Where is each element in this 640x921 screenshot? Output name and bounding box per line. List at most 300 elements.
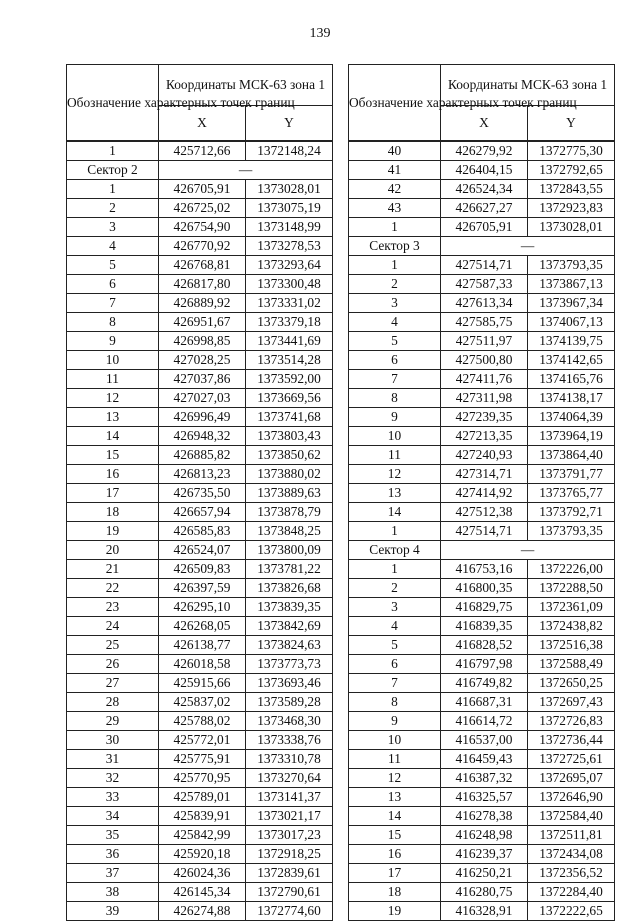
table-body-right [349,141,615,921]
y-coordinate: 1372356,52 [528,864,615,883]
table-row [67,237,333,256]
table-row [349,655,615,674]
x-coordinate: 427311,98 [441,389,528,408]
table-row [349,161,615,180]
point-label: 7 [67,294,159,313]
point-label: 28 [67,693,159,712]
x-coordinate: 425775,91 [159,750,246,769]
x-coordinate: 416753,16 [441,560,528,579]
x-coordinate: 427613,34 [441,294,528,313]
table-row [349,636,615,655]
x-coordinate: 416280,75 [441,883,528,902]
x-coordinate: 416537,00 [441,731,528,750]
x-coordinate: 426138,77 [159,636,246,655]
x-coordinate: 427027,03 [159,389,246,408]
table-row [349,826,615,845]
y-coordinate: 1373791,77 [528,465,615,484]
y-coordinate: 1373148,99 [246,218,333,237]
table-row [67,351,333,370]
point-label: 6 [349,655,441,674]
y-coordinate: 1373468,30 [246,712,333,731]
table-row [349,446,615,465]
table-row [67,788,333,807]
x-coordinate: 416459,43 [441,750,528,769]
point-label: 8 [349,693,441,712]
x-coordinate: 426397,59 [159,579,246,598]
y-coordinate: 1372725,61 [528,750,615,769]
point-label: 12 [349,465,441,484]
point-label: 4 [67,237,159,256]
table-row [67,655,333,674]
x-coordinate: 427511,97 [441,332,528,351]
y-coordinate: 1372918,25 [246,845,333,864]
point-label: 15 [349,826,441,845]
coordinates-table-right [348,64,615,921]
y-coordinate: 1372790,61 [246,883,333,902]
y-coordinate: 1372434,08 [528,845,615,864]
y-column-header: Y [246,106,333,142]
point-label: 22 [67,579,159,598]
table-row [349,579,615,598]
x-coordinate: 426768,81 [159,256,246,275]
point-label: 10 [349,427,441,446]
coordinate-system-header: Координаты МСК-63 зона 1 [159,65,333,106]
table-row [349,218,615,237]
y-coordinate: 1373310,78 [246,750,333,769]
table-row [349,256,615,275]
y-coordinate: 1372843,55 [528,180,615,199]
y-coordinate: 1373800,09 [246,541,333,560]
y-coordinate: 1373331,02 [246,294,333,313]
x-column-header: X [159,106,246,142]
point-label: 9 [349,712,441,731]
y-coordinate: 1372584,40 [528,807,615,826]
y-coordinate: 1374165,76 [528,370,615,389]
y-coordinate: 1373792,71 [528,503,615,522]
x-coordinate: 416325,57 [441,788,528,807]
y-coordinate: 1372148,24 [246,141,333,161]
x-coordinate: 426018,58 [159,655,246,674]
x-column-header: X [441,106,528,142]
table-row [349,864,615,883]
table-row [67,370,333,389]
y-coordinate: 1372736,44 [528,731,615,750]
x-coordinate: 427037,86 [159,370,246,389]
point-label: 8 [349,389,441,408]
x-coordinate: 416828,52 [441,636,528,655]
y-coordinate: 1374067,13 [528,313,615,332]
point-label: 10 [349,731,441,750]
x-coordinate: 426725,02 [159,199,246,218]
point-label: 12 [349,769,441,788]
point-label: 2 [349,275,441,294]
point-label: 6 [349,351,441,370]
x-coordinate: 426948,32 [159,427,246,446]
point-label: 27 [67,674,159,693]
y-coordinate: 1372361,09 [528,598,615,617]
point-label: 5 [349,636,441,655]
table-row [67,218,333,237]
point-label: 18 [349,883,441,902]
point-label: 11 [67,370,159,389]
sector-dash: — [441,237,615,256]
sector-row [349,541,615,560]
x-coordinate: 416800,35 [441,579,528,598]
table-row [67,826,333,845]
table-row [349,408,615,427]
y-coordinate: 1372695,07 [528,769,615,788]
x-coordinate: 416614,72 [441,712,528,731]
table-row [67,750,333,769]
point-label: 1 [67,180,159,199]
point-label: 13 [67,408,159,427]
point-label: 10 [67,351,159,370]
table-row [67,484,333,503]
table-row [349,465,615,484]
table-row [67,199,333,218]
table-row [67,389,333,408]
x-coordinate: 426274,88 [159,902,246,921]
y-coordinate: 1373141,37 [246,788,333,807]
point-label: 1 [67,141,159,161]
point-label: 31 [67,750,159,769]
y-coordinate: 1373803,43 [246,427,333,446]
y-coordinate: 1372222,65 [528,902,615,921]
y-coordinate: 1373824,63 [246,636,333,655]
table-row [349,199,615,218]
x-coordinate: 416328,91 [441,902,528,921]
point-label: 15 [67,446,159,465]
y-coordinate: 1374139,75 [528,332,615,351]
point-label: 32 [67,769,159,788]
y-coordinate: 1372284,40 [528,883,615,902]
y-coordinate: 1372697,43 [528,693,615,712]
y-coordinate: 1373967,34 [528,294,615,313]
x-coordinate: 416749,82 [441,674,528,693]
x-coordinate: 426295,10 [159,598,246,617]
table-row [349,427,615,446]
point-label: 14 [349,807,441,826]
x-coordinate: 426279,92 [441,141,528,161]
x-coordinate: 426705,91 [159,180,246,199]
table-row [349,617,615,636]
x-coordinate: 425839,91 [159,807,246,826]
point-label: 2 [67,199,159,218]
y-coordinate: 1373669,56 [246,389,333,408]
y-coordinate: 1374142,65 [528,351,615,370]
point-label: 29 [67,712,159,731]
x-coordinate: 427213,35 [441,427,528,446]
y-coordinate: 1373781,22 [246,560,333,579]
point-label: 24 [67,617,159,636]
point-label: 19 [349,902,441,921]
table-row [67,902,333,921]
table-row [349,294,615,313]
x-coordinate: 426585,83 [159,522,246,541]
y-coordinate: 1373293,64 [246,256,333,275]
y-coordinate: 1372646,90 [528,788,615,807]
table-row [349,484,615,503]
point-label: 5 [67,256,159,275]
point-label: 14 [349,503,441,522]
y-coordinate: 1373589,28 [246,693,333,712]
y-coordinate: 1372588,49 [528,655,615,674]
point-label: 21 [67,560,159,579]
table-row [349,902,615,921]
point-label: 42 [349,180,441,199]
table-row [67,864,333,883]
table-row [67,522,333,541]
x-coordinate: 425712,66 [159,141,246,161]
table-row [349,560,615,579]
x-coordinate: 427240,93 [441,446,528,465]
point-label: 23 [67,598,159,617]
designation-header: Обозначение характерных точек границ [349,65,441,142]
table-row [349,845,615,864]
table-row [67,408,333,427]
point-label: 38 [67,883,159,902]
x-coordinate: 426524,07 [159,541,246,560]
x-coordinate: 426145,34 [159,883,246,902]
y-coordinate: 1373839,35 [246,598,333,617]
point-label: 25 [67,636,159,655]
y-coordinate: 1373075,19 [246,199,333,218]
x-coordinate: 416797,98 [441,655,528,674]
table-row [67,313,333,332]
y-coordinate: 1373278,53 [246,237,333,256]
table-row [349,313,615,332]
x-coordinate: 426951,67 [159,313,246,332]
point-label: 1 [349,218,441,237]
table-row [349,503,615,522]
point-label: 33 [67,788,159,807]
sector-dash: — [159,161,333,180]
point-label: 41 [349,161,441,180]
y-coordinate: 1373889,63 [246,484,333,503]
table-row [67,807,333,826]
point-label: 9 [67,332,159,351]
x-coordinate: 426404,15 [441,161,528,180]
table-row [67,541,333,560]
page-number: 139 [309,26,331,41]
x-coordinate: 426509,83 [159,560,246,579]
y-coordinate: 1373848,25 [246,522,333,541]
x-coordinate: 426024,36 [159,864,246,883]
y-coordinate: 1372438,82 [528,617,615,636]
x-coordinate: 427514,71 [441,256,528,275]
x-coordinate: 426996,49 [159,408,246,427]
table-row [67,332,333,351]
point-label: 3 [67,218,159,237]
y-coordinate: 1374064,39 [528,408,615,427]
y-coordinate: 1373441,69 [246,332,333,351]
y-coordinate: 1372774,60 [246,902,333,921]
y-coordinate: 1373773,73 [246,655,333,674]
point-label: 11 [349,750,441,769]
table-row [67,180,333,199]
x-coordinate: 427239,35 [441,408,528,427]
x-coordinate: 425788,02 [159,712,246,731]
x-coordinate: 416278,38 [441,807,528,826]
point-label: 26 [67,655,159,674]
designation-header: Обозначение характерных точек границ [67,65,159,142]
point-label: 7 [349,674,441,693]
x-coordinate: 426268,05 [159,617,246,636]
point-label: 34 [67,807,159,826]
table-row [67,503,333,522]
coordinate-system-header: Координаты МСК-63 зона 1 [441,65,615,106]
y-coordinate: 1373592,00 [246,370,333,389]
y-coordinate: 1373765,77 [528,484,615,503]
x-coordinate: 427585,75 [441,313,528,332]
table-body-left [67,141,333,921]
point-label: 40 [349,141,441,161]
point-label: 14 [67,427,159,446]
point-label: 1 [349,256,441,275]
x-coordinate: 427411,76 [441,370,528,389]
x-coordinate: 426817,80 [159,275,246,294]
x-coordinate: 426524,34 [441,180,528,199]
table-row [349,883,615,902]
table-row [67,256,333,275]
table-row [67,883,333,902]
y-coordinate: 1373793,35 [528,256,615,275]
point-label: 8 [67,313,159,332]
table-row [349,674,615,693]
x-coordinate: 425842,99 [159,826,246,845]
table-row [67,636,333,655]
x-coordinate: 426813,23 [159,465,246,484]
point-label: 16 [349,845,441,864]
x-coordinate: 416250,21 [441,864,528,883]
y-coordinate: 1373300,48 [246,275,333,294]
point-label: 13 [349,484,441,503]
y-coordinate: 1373028,01 [528,218,615,237]
x-coordinate: 426627,27 [441,199,528,218]
point-label: 17 [349,864,441,883]
x-coordinate: 426735,50 [159,484,246,503]
table-row [67,693,333,712]
y-coordinate: 1373880,02 [246,465,333,484]
point-label: 19 [67,522,159,541]
table-row [349,769,615,788]
table-row [349,370,615,389]
y-coordinate: 1372923,83 [528,199,615,218]
x-coordinate: 426770,92 [159,237,246,256]
table-row [349,522,615,541]
x-coordinate: 425837,02 [159,693,246,712]
point-label: 5 [349,332,441,351]
point-label: 35 [67,826,159,845]
y-coordinate: 1373842,69 [246,617,333,636]
x-coordinate: 427314,71 [441,465,528,484]
table-row [67,560,333,579]
point-label: 30 [67,731,159,750]
y-coordinate: 1373028,01 [246,180,333,199]
y-coordinate: 1372226,00 [528,560,615,579]
y-coordinate: 1373693,46 [246,674,333,693]
point-label: 6 [67,275,159,294]
y-coordinate: 1373850,62 [246,446,333,465]
y-coordinate: 1372792,65 [528,161,615,180]
x-coordinate: 427028,25 [159,351,246,370]
y-coordinate: 1373878,79 [246,503,333,522]
table-row [349,598,615,617]
x-coordinate: 426705,91 [441,218,528,237]
x-coordinate: 426885,82 [159,446,246,465]
point-label: 9 [349,408,441,427]
x-coordinate: 425770,95 [159,769,246,788]
table-row [67,141,333,161]
point-label: 36 [67,845,159,864]
y-coordinate: 1373864,40 [528,446,615,465]
table-row [67,731,333,750]
x-coordinate: 426754,90 [159,218,246,237]
coordinates-table-left [66,64,333,921]
table-row [67,712,333,731]
table-row [349,807,615,826]
table-row [67,446,333,465]
y-coordinate: 1373867,13 [528,275,615,294]
x-coordinate: 416239,37 [441,845,528,864]
table-row [67,427,333,446]
x-coordinate: 427414,92 [441,484,528,503]
y-coordinate: 1373017,23 [246,826,333,845]
point-label: 13 [349,788,441,807]
point-label: 17 [67,484,159,503]
table-row [67,845,333,864]
y-coordinate: 1372839,61 [246,864,333,883]
table-row [349,712,615,731]
y-coordinate: 1372511,81 [528,826,615,845]
table-row [349,788,615,807]
y-coordinate: 1374138,17 [528,389,615,408]
x-coordinate: 427512,38 [441,503,528,522]
point-label: 43 [349,199,441,218]
y-column-header: Y [528,106,615,142]
x-coordinate: 425789,01 [159,788,246,807]
y-coordinate: 1373793,35 [528,522,615,541]
sector-label: Сектор 3 [349,237,441,256]
y-coordinate: 1372516,38 [528,636,615,655]
x-coordinate: 427500,80 [441,351,528,370]
sector-dash: — [441,541,615,560]
point-label: 4 [349,617,441,636]
table-row [67,275,333,294]
x-coordinate: 425915,66 [159,674,246,693]
y-coordinate: 1373826,68 [246,579,333,598]
y-coordinate: 1373338,76 [246,731,333,750]
point-label: 1 [349,560,441,579]
table-row [349,693,615,712]
table-row [67,769,333,788]
table-row [349,750,615,769]
sector-label: Сектор 2 [67,161,159,180]
y-coordinate: 1372726,83 [528,712,615,731]
point-label: 20 [67,541,159,560]
x-coordinate: 425920,18 [159,845,246,864]
point-label: 1 [349,522,441,541]
table-row [349,731,615,750]
point-label: 37 [67,864,159,883]
x-coordinate: 426657,94 [159,503,246,522]
table-row [349,351,615,370]
table-row [349,275,615,294]
point-label: 18 [67,503,159,522]
table-row [349,180,615,199]
x-coordinate: 427587,33 [441,275,528,294]
point-label: 4 [349,313,441,332]
